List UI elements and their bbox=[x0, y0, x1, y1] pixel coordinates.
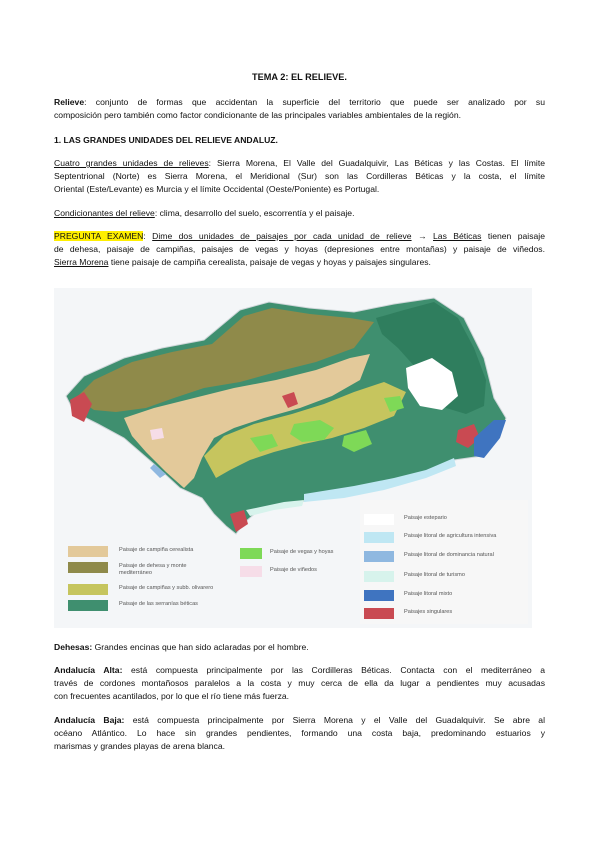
page-title: TEMA 2: EL RELIEVE. bbox=[252, 72, 347, 82]
exam-question-text: Dime dos unidades de paisajes por cada unidad de relieve bbox=[152, 231, 412, 241]
legend-label: Paisaje de campiña cerealista bbox=[119, 547, 194, 553]
pregunta-colon: : bbox=[143, 231, 153, 241]
relieve-definition-line-1 bbox=[54, 96, 545, 109]
section-heading: 1. LAS GRANDES UNIDADES DEL RELIEVE ANDALUZ. bbox=[54, 135, 278, 145]
unidades-line-1 bbox=[54, 157, 545, 170]
legend-swatch bbox=[240, 548, 262, 559]
legend-label: Paisaje litoral de turismo bbox=[404, 572, 465, 578]
condicionantes-text: : clima, desarrollo del suelo, escorrentía y el paisaje. bbox=[154, 208, 355, 218]
alta-line-1 bbox=[54, 664, 545, 677]
pregunta-line-3 bbox=[54, 256, 545, 269]
legend-label: Paisaje litoral de agricultura intensiva bbox=[404, 533, 497, 539]
relieve-term: Relieve bbox=[54, 97, 85, 107]
legend-swatch bbox=[364, 571, 394, 582]
pregunta-line-1 bbox=[54, 230, 545, 243]
legend-label: Paisaje litoral de dominancia natural bbox=[404, 552, 494, 558]
legend-label: Paisajes singulares bbox=[404, 609, 453, 615]
unidades-label: Cuatro grandes unidades de relieves bbox=[54, 158, 209, 168]
exam-question-tag: PREGUNTA EXAMEN bbox=[54, 231, 144, 241]
legend-swatch bbox=[68, 546, 108, 557]
baja-line-1 bbox=[54, 714, 545, 727]
unidades-line-2: Septentrional (Norte) es Sierra Morena, el Meridional (Sur) son las Cordilleras Béticas y la costa, el límite bbox=[54, 171, 545, 181]
legend-label: Paisaje estepario bbox=[404, 515, 447, 521]
pregunta-text-1: tienen paisaje bbox=[481, 231, 545, 241]
legend-label: Paisaje de vegas y hoyas bbox=[270, 549, 334, 555]
sierra-morena-label: Sierra Morena bbox=[54, 257, 109, 267]
andalucia-alta-term: Andalucía Alta: bbox=[54, 665, 123, 675]
andalucia-baja-term: Andalucía Baja: bbox=[54, 715, 125, 725]
baja-line-2: océano Atlántico. Lo hace sin grandes pendientes, formando una costa baja, predominando estuarios y bbox=[54, 728, 545, 738]
legend-swatch bbox=[240, 566, 262, 577]
dehesas-line bbox=[54, 641, 545, 654]
beticas-label: Las Béticas bbox=[433, 231, 482, 241]
relieve-def-text-1: : conjunto de formas que accidentan la superficie del territorio que puede ser analizado por su bbox=[84, 97, 545, 107]
condicionantes-label: Condicionantes del relieve bbox=[54, 208, 155, 218]
legend-swatch bbox=[68, 562, 108, 573]
pregunta-text-3: tiene paisaje de campiña cerealista, paisaje de vegas y hoyas y paisajes singulares. bbox=[108, 257, 431, 267]
pregunta-line-2: de dehesa, paisaje de campiñas, paisajes de vegas y hoyas (depresiones entre montañas) y paisaje de viñedos. bbox=[54, 244, 545, 254]
legend-label: Paisaje de dehesa y monte mediterráneo bbox=[119, 563, 187, 576]
legend-swatch bbox=[364, 590, 394, 601]
relieve-definition-line-2: composición pero también como factor condicionante de las principales variables ambientales de la región. bbox=[54, 110, 461, 120]
legend-swatch bbox=[364, 608, 394, 619]
baja-text-1: está compuesta principalmente por Sierra Morena y el Valle del Guadalquivir. Se abre al bbox=[124, 715, 545, 725]
andalucia-landscape-map bbox=[54, 288, 532, 628]
legend-label: Paisaje de las serranías béticas bbox=[119, 601, 198, 607]
legend-label: Paisaje litoral mixto bbox=[404, 591, 453, 597]
dehesas-text: Grandes encinas que han sido aclaradas por el hombre. bbox=[92, 642, 309, 652]
condicionantes-line bbox=[54, 207, 545, 220]
baja-line-3: marismas y grandes playas de arena blanca. bbox=[54, 741, 226, 751]
legend-swatch bbox=[68, 584, 108, 595]
legend-swatch bbox=[364, 532, 394, 543]
unidades-line-3: Oriental (Este/Levante) es Murcia y el límite Occidental (Oeste/Poniente) es Portugal. bbox=[54, 184, 380, 194]
legend-label: Paisaje de campiñas y subb. olivarero bbox=[119, 585, 214, 591]
alta-line-3: con frecuentes acantilados, por lo que el río tiene más fuerza. bbox=[54, 691, 290, 701]
unidades-text-1: : Sierra Morena, El Valle del Guadalquivir, Las Béticas y las Costas. El límite bbox=[208, 158, 545, 168]
arrow-glyph: → bbox=[411, 231, 434, 241]
legend-swatch bbox=[364, 514, 394, 525]
legend-label: Paisaje de viñedos bbox=[270, 567, 317, 573]
alta-text-1: está compuesta principalmente por las Cordilleras Béticas. Contacta con el mediterráneo a bbox=[122, 665, 545, 675]
dehesas-term: Dehesas: bbox=[54, 642, 93, 652]
alta-line-2: través de cordones montañosos paralelos a la costa y muy cerca de ella da lugar a pendientes muy acusadas bbox=[54, 678, 545, 688]
legend-swatch bbox=[68, 600, 108, 611]
legend-swatch bbox=[364, 551, 394, 562]
